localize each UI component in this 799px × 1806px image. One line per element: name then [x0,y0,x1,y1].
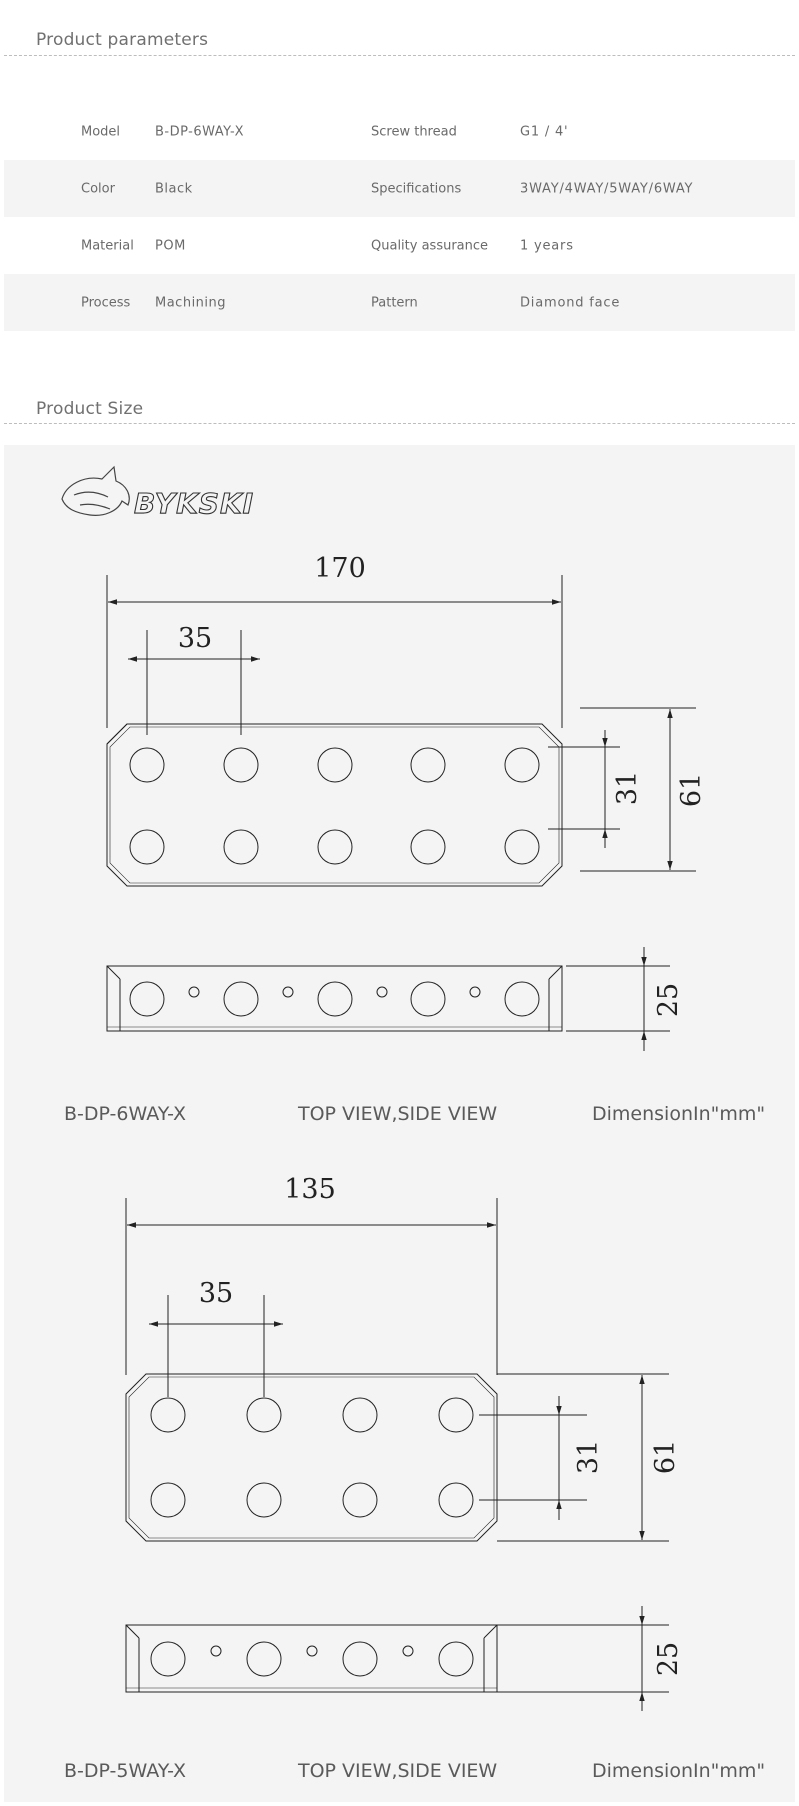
drawing-6way-side-view [107,947,670,1051]
drawing-5way-ports [151,1398,473,1517]
parameter-row-material [4,217,795,274]
screw-hole [470,987,480,997]
param-value: Diamond face [520,295,621,310]
param-label: Color [81,181,115,196]
port-hole [130,748,164,782]
screw-hole [403,1646,413,1656]
unit-caption: DimensionIn"mm" [592,1760,766,1782]
size-divider [4,423,795,424]
port-hole [343,1642,377,1676]
param-label: Quality assurance [371,238,489,253]
model-caption: B-DP-5WAY-X [64,1760,187,1782]
port-hole [505,982,539,1016]
port-hole [247,1642,281,1676]
port-hole [130,982,164,1016]
dim-height: 25 [653,1641,684,1677]
dim-height: 25 [653,982,684,1018]
port-hole [318,748,352,782]
port-hole [411,982,445,1016]
port-hole [439,1483,473,1517]
unit-caption: DimensionIn"mm" [592,1103,766,1125]
param-label: Process [81,295,131,310]
port-hole [318,830,352,864]
param-value: 3WAY/4WAY/5WAY/6WAY [520,181,694,196]
port-hole [151,1398,185,1432]
parameter-row-process [4,274,795,331]
bykski-logo [62,467,254,520]
port-hole [151,1642,185,1676]
port-hole [224,748,258,782]
drawing-5way-side-view [126,1606,669,1711]
dragon-head-icon [62,467,129,515]
param-label: Specifications [371,181,462,196]
port-hole [411,748,445,782]
port-hole [411,830,445,864]
port-hole [343,1483,377,1517]
port-hole [130,830,164,864]
port-hole [343,1398,377,1432]
param-value: Black [155,181,193,196]
dim-row-spacing: 31 [612,770,643,806]
param-value: POM [155,238,186,253]
port-hole [151,1483,185,1517]
dim-length: 170 [314,553,366,584]
screw-hole [211,1646,221,1656]
param-value: B-DP-6WAY-X [155,124,245,139]
port-hole [224,830,258,864]
dim-width: 61 [650,1439,681,1475]
port-hole [247,1483,281,1517]
view-caption: TOP VIEW,SIDE VIEW [298,1760,498,1782]
param-value: Machining [155,295,227,310]
drawing-6way-top-view [107,575,696,886]
parameters-table [4,103,795,331]
param-label: Material [81,238,134,253]
port-hole [247,1398,281,1432]
param-value: G1 / 4' [520,124,569,139]
dim-pitch: 35 [177,623,213,654]
view-caption: TOP VIEW,SIDE VIEW [298,1103,498,1125]
screw-hole [189,987,199,997]
drawing-6way-ports [130,748,539,864]
screw-hole [283,987,293,997]
param-label: Model [81,124,121,139]
screw-hole [307,1646,317,1656]
param-label: Pattern [371,295,418,310]
model-caption: B-DP-6WAY-X [64,1103,187,1125]
dim-length: 135 [284,1174,336,1205]
dim-row-spacing: 31 [573,1439,604,1475]
port-hole [505,830,539,864]
parameter-row-color [4,160,795,217]
port-hole [439,1398,473,1432]
param-value: 1 years [520,238,574,253]
drawing-5way-top-view [126,1198,669,1541]
dim-width: 61 [676,772,707,808]
parameter-row-model [4,103,795,160]
port-hole [224,982,258,1016]
dimension-drawing-panel [4,445,795,1802]
screw-hole [377,987,387,997]
port-hole [318,982,352,1016]
port-hole [505,748,539,782]
port-hole [439,1642,473,1676]
size-title: Product Size [36,399,144,419]
parameters-title: Product parameters [36,30,209,50]
param-label: Screw thread [371,124,457,139]
dim-pitch: 35 [198,1278,234,1309]
bykski-logo-text: BYKSKI [134,487,255,520]
parameters-divider [4,55,795,56]
